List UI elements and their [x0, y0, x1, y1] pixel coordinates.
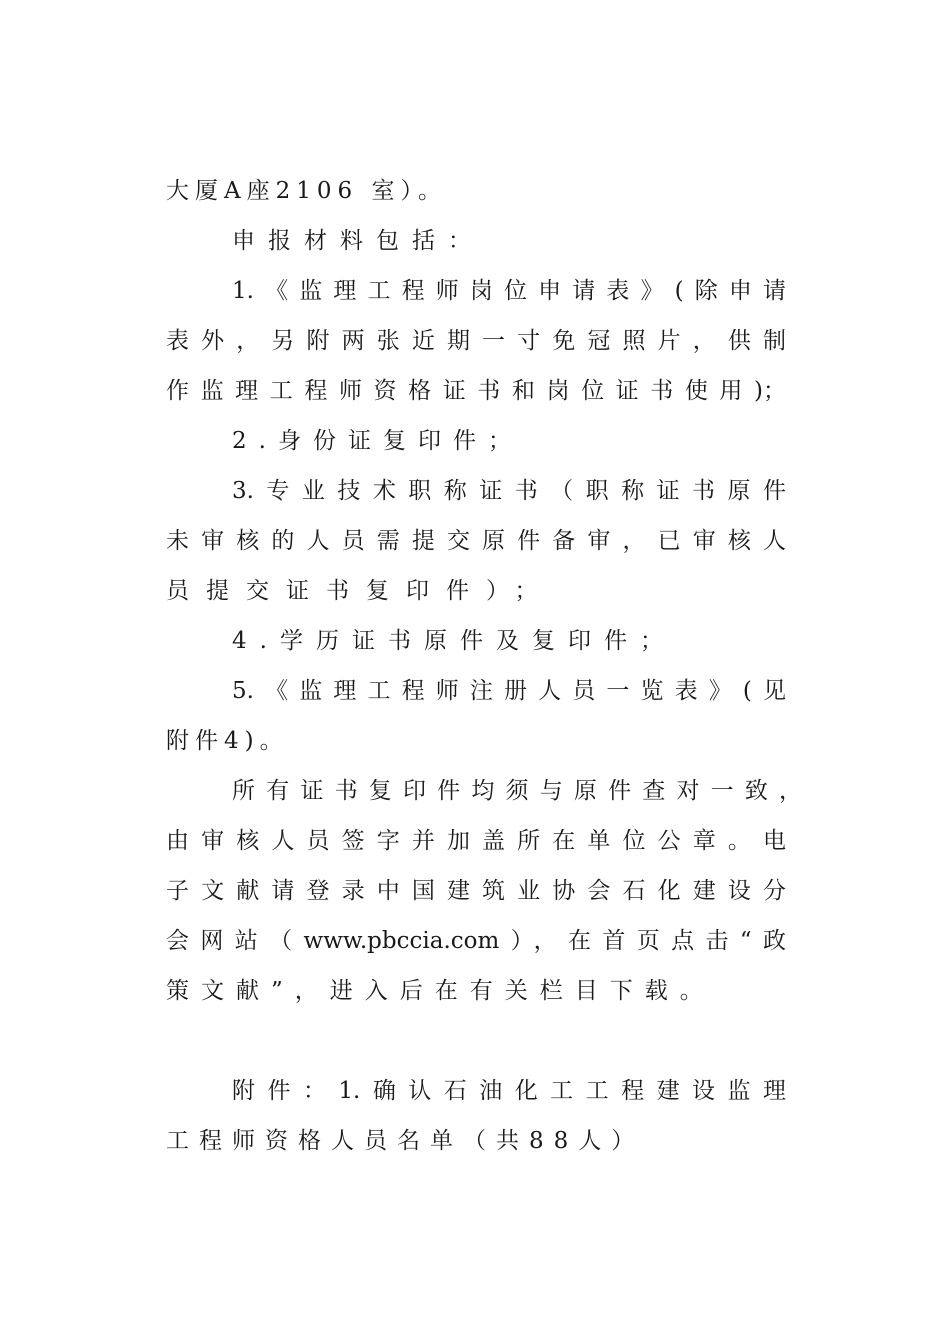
text-line-5: 作监理工程师资格证书和岗位证书使用)；: [166, 378, 786, 404]
text-line-6: 2.身份证复印件；: [232, 428, 523, 454]
text-line-11: 5.《监理工程师注册人员一览表》(见: [232, 678, 786, 704]
text-line-16: 会网站（www.pbccia.com），在首页点击“政: [166, 928, 786, 954]
text-line-19: 工程师资格人员名单（共88人）: [166, 1128, 645, 1154]
text-line-2: 申报材料包括：: [232, 228, 484, 254]
text-line-15: 子文献请登录中国建筑业协会石化建设分: [166, 878, 786, 904]
text-line-17: 策文献”，进入后在有关栏目下载。: [166, 978, 715, 1004]
text-line-7: 3.专业技术职称证书（职称证书原件: [232, 478, 786, 504]
text-line-18: 附件：1.确认石油化工工程建设监理: [232, 1078, 786, 1104]
text-line-8: 未审核的人员需提交原件备审，已审核人: [166, 528, 786, 554]
text-line-14: 由审核人员签字并加盖所在单位公章。电: [166, 828, 786, 854]
text-line-1: 大厦A座2106 室）。: [166, 178, 447, 204]
text-line-10: 4.学历证书原件及复印件；: [232, 628, 676, 654]
text-line-12: 附件4)。: [166, 728, 289, 754]
text-line-4: 表外，另附两张近期一寸免冠照片，供制: [166, 328, 786, 354]
text-line-13: 所有证书复印件均须与原件查对一致，: [232, 778, 802, 804]
text-line-3: 1.《监理工程师岗位申请表》(除申请: [232, 278, 786, 304]
text-line-9: 员提交证书复印件）；: [166, 578, 555, 604]
